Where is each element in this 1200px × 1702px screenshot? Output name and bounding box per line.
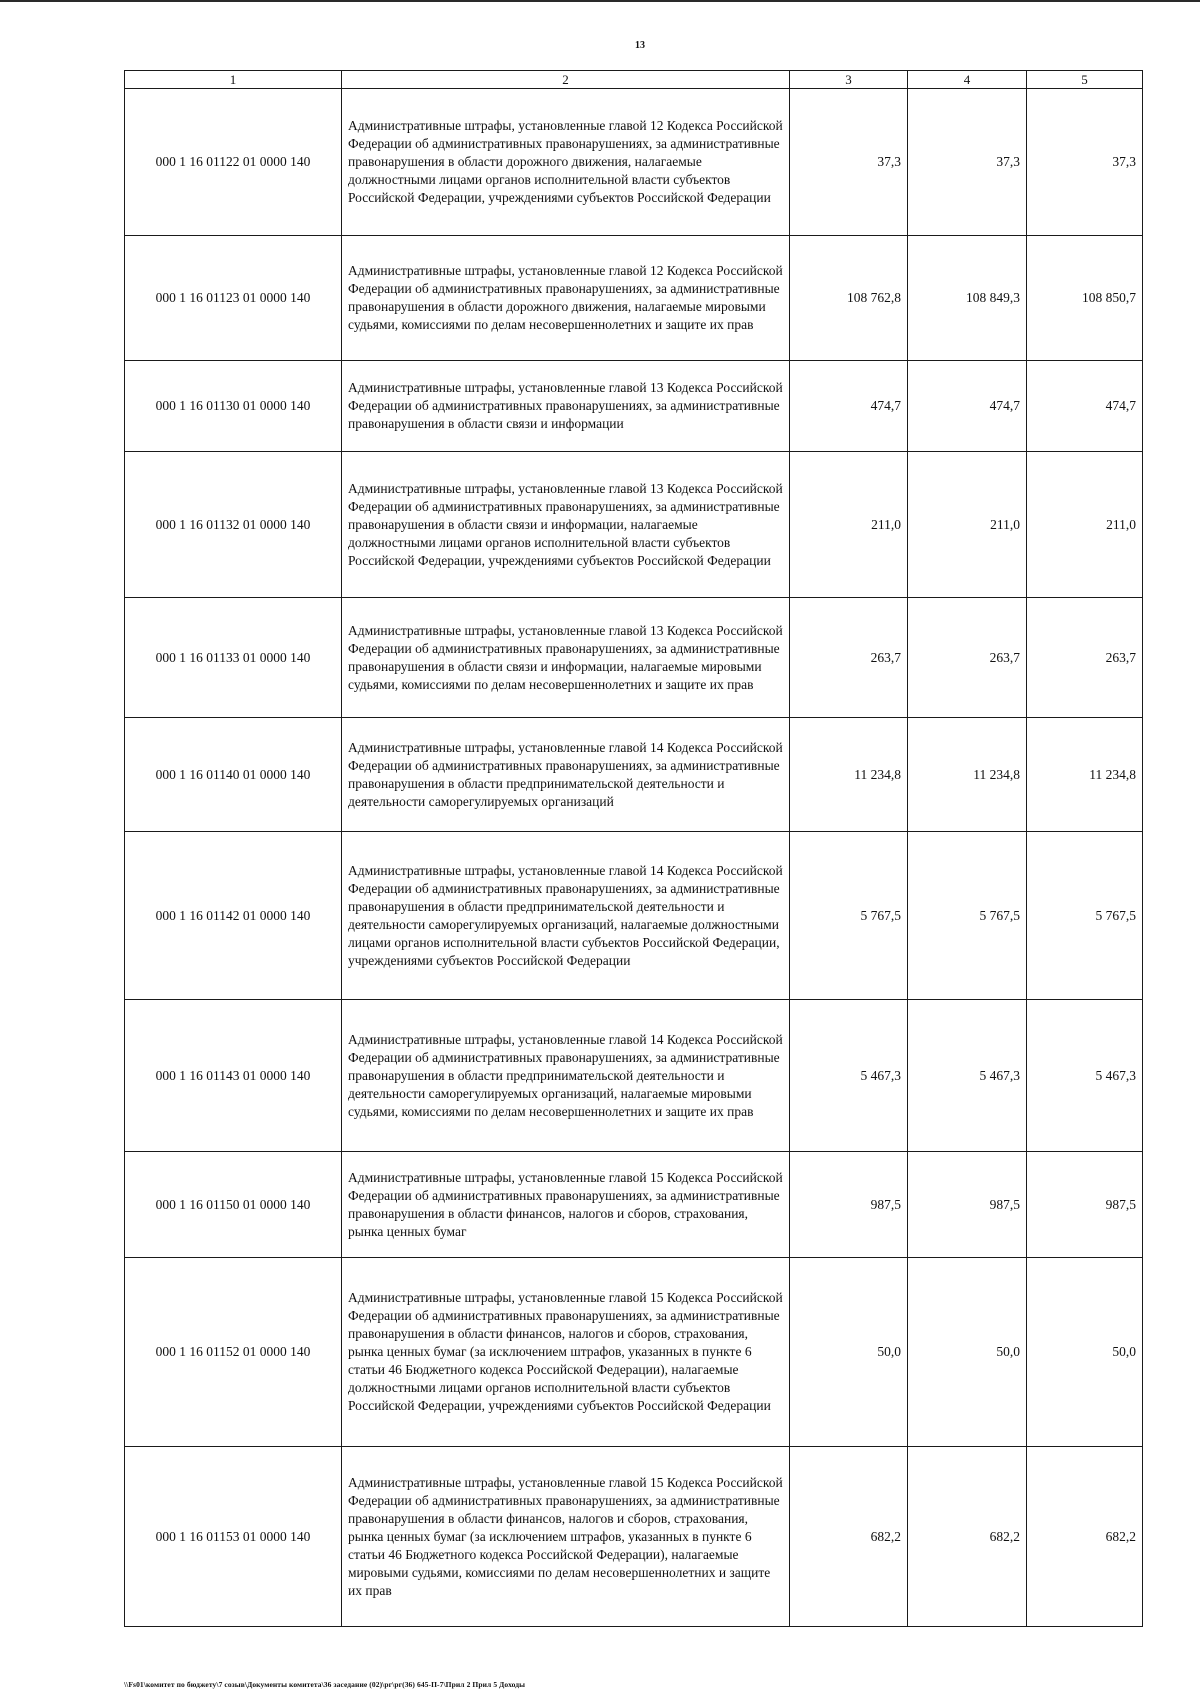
row-value-col3: 37,3 <box>790 89 908 236</box>
row-code: 000 1 16 01142 01 0000 140 <box>125 832 342 1000</box>
row-value-col4: 5 467,3 <box>908 1000 1027 1152</box>
row-description: Административные штрафы, установленные главой 15 Кодекса Российской Федерации об административных правонарушениях, за административные правонарушения в области финансов, налогов и сборов, страхования, рынка ценных бумаг (за исключением штрафов, указанных в пункте 6 статьи 46 Бюджетного кодекса Российской Федерации), налагаемые должностными лицами органов исполнительной власти субъектов Российской Федерации, учреждениями субъектов Российской Федерации <box>342 1258 790 1447</box>
row-code: 000 1 16 01150 01 0000 140 <box>125 1152 342 1258</box>
header-col-5: 5 <box>1027 71 1143 89</box>
row-value-col3: 263,7 <box>790 598 908 718</box>
row-value-col4: 50,0 <box>908 1258 1027 1447</box>
table-row <box>125 236 1143 361</box>
row-code: 000 1 16 01153 01 0000 140 <box>125 1447 342 1627</box>
row-value-col3: 108 762,8 <box>790 236 908 361</box>
table-row <box>125 89 1143 236</box>
row-value-col4: 263,7 <box>908 598 1027 718</box>
row-value-col4: 37,3 <box>908 89 1027 236</box>
row-code: 000 1 16 01132 01 0000 140 <box>125 452 342 598</box>
row-value-col4: 108 849,3 <box>908 236 1027 361</box>
row-value-col5: 5 767,5 <box>1027 832 1143 1000</box>
row-value-col5: 474,7 <box>1027 361 1143 452</box>
row-value-col5: 5 467,3 <box>1027 1000 1143 1152</box>
row-value-col4: 5 767,5 <box>908 832 1027 1000</box>
row-value-col5: 108 850,7 <box>1027 236 1143 361</box>
header-row <box>125 71 1143 89</box>
row-value-col3: 5 767,5 <box>790 832 908 1000</box>
page-number: 13 <box>635 40 645 51</box>
row-value-col3: 11 234,8 <box>790 718 908 832</box>
row-code: 000 1 16 01140 01 0000 140 <box>125 718 342 832</box>
row-code: 000 1 16 01143 01 0000 140 <box>125 1000 342 1152</box>
row-value-col4: 474,7 <box>908 361 1027 452</box>
table-row <box>125 452 1143 598</box>
row-value-col4: 987,5 <box>908 1152 1027 1258</box>
row-value-col3: 50,0 <box>790 1258 908 1447</box>
header-col-1: 1 <box>125 71 342 89</box>
footer-file-path: \\Fs01\комитет по бюджету\7 созыв\Документы комитета\36 заседание (02)\рг\рг(36) 645-П-7\Прил 2 Прил 5 Доходы <box>124 1680 526 1689</box>
row-code: 000 1 16 01122 01 0000 140 <box>125 89 342 236</box>
row-value-col3: 474,7 <box>790 361 908 452</box>
row-description: Административные штрафы, установленные главой 13 Кодекса Российской Федерации об административных правонарушениях, за административные правонарушения в области связи и информации <box>342 361 790 452</box>
row-value-col5: 987,5 <box>1027 1152 1143 1258</box>
row-description: Административные штрафы, установленные главой 14 Кодекса Российской Федерации об административных правонарушениях, за административные правонарушения в области предпринимательской деятельности и деятельности саморегулируемых организаций, налагаемые должностными лицами органов исполнительной власти субъектов Российской Федерации, учреждениями субъектов Российской Федерации <box>342 832 790 1000</box>
row-value-col3: 5 467,3 <box>790 1000 908 1152</box>
row-description: Административные штрафы, установленные главой 14 Кодекса Российской Федерации об административных правонарушениях, за административные правонарушения в области предпринимательской деятельности и деятельности саморегулируемых организаций, налагаемые мировыми судьями, комиссиями по делам несовершеннолетних и защите их прав <box>342 1000 790 1152</box>
row-value-col5: 211,0 <box>1027 452 1143 598</box>
header-col-3: 3 <box>790 71 908 89</box>
table-row <box>125 598 1143 718</box>
row-description: Административные штрафы, установленные главой 14 Кодекса Российской Федерации об административных правонарушениях, за административные правонарушения в области предпринимательской деятельности и деятельности саморегулируемых организаций <box>342 718 790 832</box>
header-col-4: 4 <box>908 71 1027 89</box>
budget-revenue-table <box>124 70 1143 1627</box>
row-value-col5: 11 234,8 <box>1027 718 1143 832</box>
row-description: Административные штрафы, установленные главой 12 Кодекса Российской Федерации об административных правонарушениях, за административные правонарушения в области дорожного движения, налагаемые мировыми судьями, комиссиями по делам несовершеннолетних и защите их прав <box>342 236 790 361</box>
row-value-col4: 11 234,8 <box>908 718 1027 832</box>
table-row <box>125 1447 1143 1627</box>
table-row <box>125 832 1143 1000</box>
header-col-2: 2 <box>342 71 790 89</box>
row-value-col4: 682,2 <box>908 1447 1027 1627</box>
table-row <box>125 1152 1143 1258</box>
row-value-col5: 50,0 <box>1027 1258 1143 1447</box>
row-value-col3: 682,2 <box>790 1447 908 1627</box>
table-row <box>125 718 1143 832</box>
row-value-col5: 263,7 <box>1027 598 1143 718</box>
row-description: Административные штрафы, установленные главой 15 Кодекса Российской Федерации об административных правонарушениях, за административные правонарушения в области финансов, налогов и сборов, страхования, рынка ценных бумаг (за исключением штрафов, указанных в пункте 6 статьи 46 Бюджетного кодекса Российской Федерации), налагаемые мировыми судьями, комиссиями по делам несовершеннолетних и защите их прав <box>342 1447 790 1627</box>
table-row <box>125 1000 1143 1152</box>
row-value-col4: 211,0 <box>908 452 1027 598</box>
row-value-col5: 37,3 <box>1027 89 1143 236</box>
row-description: Административные штрафы, установленные главой 13 Кодекса Российской Федерации об административных правонарушениях, за административные правонарушения в области связи и информации, налагаемые должностными лицами органов исполнительной власти субъектов Российской Федерации, учреждениями субъектов Российской Федерации <box>342 452 790 598</box>
table-row <box>125 1258 1143 1447</box>
row-code: 000 1 16 01152 01 0000 140 <box>125 1258 342 1447</box>
row-code: 000 1 16 01130 01 0000 140 <box>125 361 342 452</box>
row-description: Административные штрафы, установленные главой 15 Кодекса Российской Федерации об административных правонарушениях, за административные правонарушения в области финансов, налогов и сборов, страхования, рынка ценных бумаг <box>342 1152 790 1258</box>
row-code: 000 1 16 01123 01 0000 140 <box>125 236 342 361</box>
row-value-col5: 682,2 <box>1027 1447 1143 1627</box>
row-code: 000 1 16 01133 01 0000 140 <box>125 598 342 718</box>
table-row <box>125 361 1143 452</box>
row-description: Административные штрафы, установленные главой 12 Кодекса Российской Федерации об административных правонарушениях, за административные правонарушения в области дорожного движения, налагаемые должностными лицами органов исполнительной власти субъектов Российской Федерации, учреждениями субъектов Российской Федерации <box>342 89 790 236</box>
row-description: Административные штрафы, установленные главой 13 Кодекса Российской Федерации об административных правонарушениях, за административные правонарушения в области связи и информации, налагаемые мировыми судьями, комиссиями по делам несовершеннолетних и защите их прав <box>342 598 790 718</box>
row-value-col3: 987,5 <box>790 1152 908 1258</box>
top-rule <box>0 0 1200 2</box>
row-value-col3: 211,0 <box>790 452 908 598</box>
